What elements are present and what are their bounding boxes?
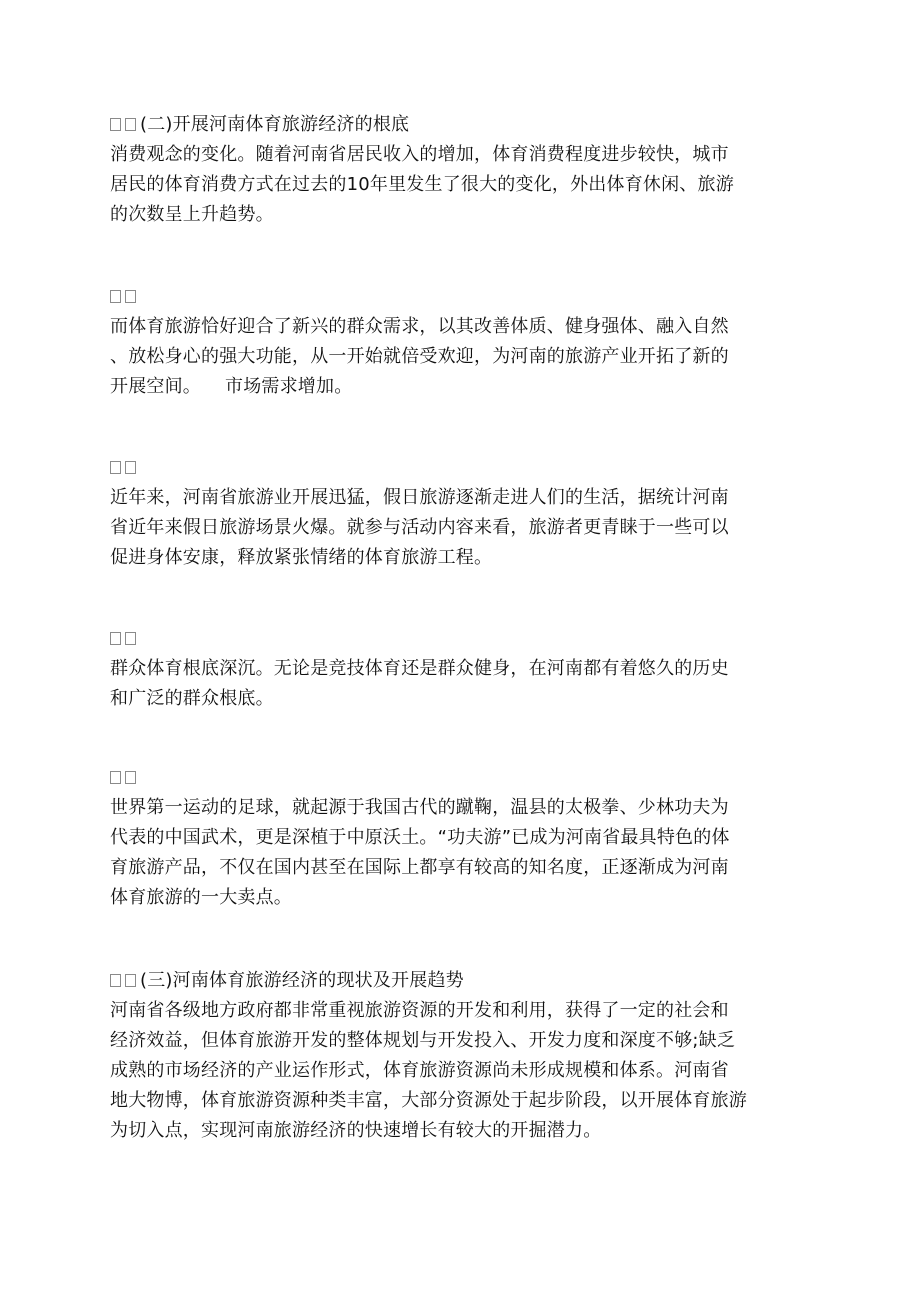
missing-glyph-icon <box>110 453 140 483</box>
paragraph-line: 而体育旅游恰好迎合了新兴的群众需求，以其改善体质、健身强体、融入自然 <box>110 316 729 337</box>
section-4 <box>110 624 810 714</box>
paragraph-line: 的次数呈上升趋势。 <box>110 204 274 225</box>
missing-glyph-icon <box>110 282 140 312</box>
paragraph-line: 世界第一运动的足球，就起源于我国古代的蹴鞠，温县的太极拳、少林功夫为 <box>110 797 729 818</box>
paragraph-line: 经济效益，但体育旅游开发的整体规划与开发投入、开发力度和深度不够;缺乏 <box>110 1030 736 1051</box>
paragraph-line: 近年来，河南省旅游业开展迅猛，假日旅游逐渐走进人们的生活，据统计河南 <box>110 487 729 508</box>
paragraph-line: 为切入点，实现河南旅游经济的快速增长有较大的开掘潜力。 <box>110 1120 602 1141</box>
section-heading: (二)开展河南体育旅游经济的根底 <box>110 110 810 140</box>
missing-glyph-icon <box>110 624 140 654</box>
section-heading <box>110 763 810 793</box>
missing-glyph-icon <box>110 763 140 793</box>
paragraph-line: 群众体育根底深沉。无论是竞技体育还是群众健身，在河南都有着悠久的历史 <box>110 658 729 679</box>
section-heading: (三)河南体育旅游经济的现状及开展趋势 <box>110 966 810 996</box>
paragraph-line: 居民的体育消费方式在过去的10年里发生了很大的变化，外出体育休闲、旅游 <box>110 174 734 195</box>
paragraph-line: 省近年来假日旅游场景火爆。就参与活动内容来看，旅游者更青睐于一些可以 <box>110 517 729 538</box>
section-3 <box>110 453 810 573</box>
section-heading <box>110 453 810 483</box>
section-2 <box>110 282 810 402</box>
section-6 <box>110 966 810 1146</box>
paragraph-line: 开展空间。 市场需求增加。 <box>110 376 353 397</box>
missing-glyph-icon <box>110 966 140 996</box>
paragraph-line: 成熟的市场经济的产业运作形式，体育旅游资源尚未形成规模和体系。河南省 <box>110 1060 729 1081</box>
paragraph-line: 代表的中国武术，更是深植于中原沃土。“功夫游”已成为河南省最具特色的体 <box>110 827 730 848</box>
paragraph-line: 育旅游产品，不仅在国内甚至在国际上都享有较高的知名度，正逐渐成为河南 <box>110 857 729 878</box>
paragraph-line: 河南省各级地方政府都非常重视旅游资源的开发和利用，获得了一定的社会和 <box>110 1000 729 1021</box>
paragraph-line: 体育旅游的一大卖点。 <box>110 887 292 908</box>
paragraph-line: 促进身体安康，释放紧张情绪的体育旅游工程。 <box>110 547 493 568</box>
section-heading <box>110 282 810 312</box>
paragraph-line: 、放松身心的强大功能，从一开始就倍受欢迎，为河南的旅游产业开拓了新的 <box>110 346 729 367</box>
section-5 <box>110 763 810 913</box>
paragraph-line: 消费观念的变化。随着河南省居民收入的增加，体育消费程度进步较快，城市 <box>110 144 729 165</box>
section-1 <box>110 110 810 230</box>
paragraph-line: 地大物博，体育旅游资源种类丰富，大部分资源处于起步阶段，以开展体育旅游 <box>110 1090 747 1111</box>
missing-glyph-icon <box>110 110 140 140</box>
paragraph-line: 和广泛的群众根底。 <box>110 688 274 709</box>
section-heading <box>110 624 810 654</box>
